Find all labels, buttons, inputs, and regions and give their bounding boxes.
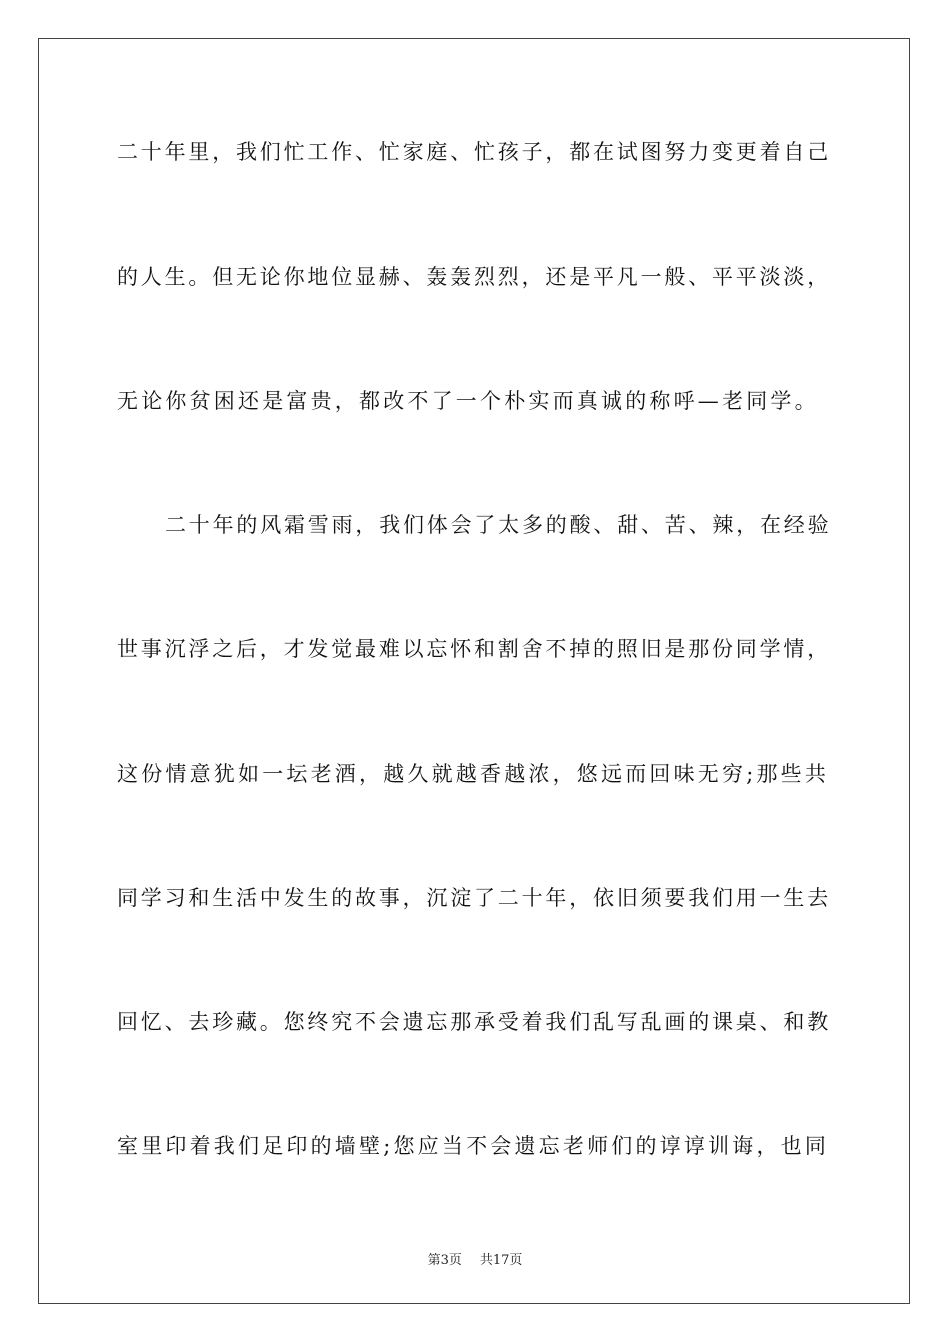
text-line-7: 同学习和生活中发生的故事，沉淀了二十年，依旧须要我们用一生去 [117,886,831,910]
text-line-9: 室里印着我们足印的墙壁;您应当不会遗忘老师们的谆谆训诲，也同 [117,1134,830,1158]
text-line-2: 的人生。但无论你地位显赫、轰轰烈烈，还是平凡一般、平平淡淡， [117,265,831,289]
text-line-5: 世事沉浮之后，才发觉最难以忘怀和割舍不掉的照旧是那份同学情， [117,637,831,661]
text-line-4: 二十年的风霜雪雨，我们体会了太多的酸、甜、苦、辣，在经验 [165,513,832,537]
page-number: 第3页 [427,1253,462,1268]
text-line-1: 二十年里，我们忙工作、忙家庭、忙孩子，都在试图努力变更着自己 [117,140,831,164]
text-line-8: 回忆、去珍藏。您终究不会遗忘那承受着我们乱写乱画的课桌、和教 [117,1010,831,1034]
page-footer [0,1249,950,1268]
text-line-6: 这份情意犹如一坛老酒，越久就越香越浓，悠远而回味无穷;那些共 [117,762,830,786]
text-line-3: 无论你贫困还是富贵，都改不了一个朴实而真诚的称呼—老同学。 [117,389,819,413]
page-border [38,38,910,1304]
page-total: 共17页 [479,1253,523,1268]
